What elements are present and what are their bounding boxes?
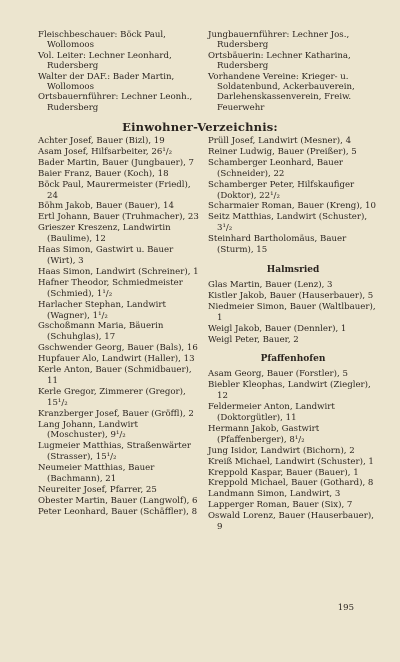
resident-entry: Lapperger Roman, Bauer (Six), 7 [208, 500, 353, 511]
resident-entry: Prüll Josef, Landwirt (Mesner), 4 [208, 136, 352, 146]
resident-entry: Hafner Theodor, Schmiedmeister (Schmied), 1¹/₂ [38, 277, 183, 299]
resident-entry: Schamberger Leonhard, Bauer (Schneider), 22 [208, 157, 344, 179]
resident-entry: Haas Simon, Gastwirt u. Bauer (Wirt), 3 [38, 245, 174, 266]
resident-entry: Kistler Jakob, Bauer (Hauserbauer), 5 [208, 290, 374, 301]
resident-entry: Glas Martin, Bauer (Lenz), 3 [208, 279, 333, 290]
resident-entry: Landmann Simon, Landwirt, 3 [208, 489, 341, 500]
resident-entry: Niedmeier Simon, Bauer (Waltlbauer), 1 [208, 301, 376, 323]
resident-entry: Kreppold Kaspar, Bauer (Bauer), 1 [208, 467, 359, 478]
resident-entry: Kerle Gregor, Zimmerer (Gregor), 15¹/₂ [38, 386, 186, 408]
resident-entry: Steinhard Bartholomäus, Bauer (Sturm), 15 [208, 234, 347, 256]
resident-entry: Kranzberger Josef, Bauer (Gröffl), 2 [38, 408, 194, 419]
official-entry: Jungbauernführer: Lechner Jos., Rudersberg [208, 30, 350, 51]
resident-entry: Hupfauer Alo, Landwirt (Haller), 13 [38, 354, 195, 365]
resident-entry: Schamberger Peter, Hilfskaufiger (Doktor), 22¹/₂ [208, 179, 355, 201]
resident-entry: Neureiter Josef, Pfarrer, 25 [38, 485, 157, 495]
section-heading-halmsried: Halmsried [266, 264, 320, 275]
official-entry: Vol. Leiter: Lechner Leonhard, Rudersberg [38, 50, 172, 72]
resident-entry: Haas Simon, Landwirt (Schreiner), 1 [38, 266, 199, 277]
resident-entry: Baier Franz, Bauer (Koch), 18 [38, 168, 169, 179]
official-entry: Fleischbeschauer: Böck Paul, Wollomoos [38, 30, 166, 51]
resident-entry: Jung Isidor, Landwirt (Bichorn), 2 [208, 445, 355, 456]
resident-entry: Böck Paul, Maurermeister (Friedl), 24 [38, 179, 191, 201]
resident-entry: Gschwender Georg, Bauer (Bals), 16 [38, 343, 198, 354]
resident-entry: Asam Georg, Bauer (Forstler), 5 [208, 369, 348, 380]
resident-entry: Reiner Ludwig, Bauer (Preißer), 5 [208, 146, 357, 157]
official-entry: Walter der DAF.: Bader Martin, Wollomoos [38, 71, 175, 93]
officials-left-column [38, 30, 200, 113]
resident-entry: Peter Leonhard, Bauer (Schäffler), 8 [38, 506, 198, 517]
resident-entry: Weigl Jakob, Bauer (Dennler), 1 [208, 323, 347, 334]
section-heading-pfaffenhofen: Pfaffenhofen [260, 354, 326, 365]
official-entry: Ortsbauernführer: Lechner Leonh., Rudersberg [38, 92, 193, 113]
resident-entry: Feldermeier Anton, Landwirt (Doktorgütler), 11 [208, 402, 335, 424]
resident-entry: Böhm Jakob, Bauer (Bauer), 14 [38, 201, 174, 212]
resident-entry: Asam Josef, Hilfsarbeiter, 26¹/₂ [38, 146, 173, 157]
resident-entry: Biebler Kleophas, Landwirt (Ziegler), 12 [208, 380, 371, 402]
resident-entry: Grieszer Kreszenz, Landwirtin (Baulime), 12 [38, 223, 171, 245]
resident-entry: Kreiß Michael, Landwirt (Schuster), 1 [208, 456, 374, 467]
resident-entry: Harlacher Stephan, Landwirt (Wagner), 1¹/₂ [38, 299, 166, 321]
resident-entry: Scharmaier Roman, Bauer (Kreng), 10 [208, 201, 376, 212]
residents-left-column [38, 136, 200, 518]
resident-entry: Gschoßmann Maria, Bäuerin (Schuhglas), 17 [38, 321, 164, 343]
officials-right-column [208, 30, 378, 113]
resident-entry: Weigl Peter, Bauer, 2 [208, 334, 299, 345]
resident-entry: Ertl Johann, Bauer (Truhmacher), 23 [38, 212, 199, 223]
resident-entry: Oswald Lorenz, Bauer (Hauserbauer), 9 [208, 511, 374, 533]
residents-right-column [208, 136, 378, 533]
resident-entry: Kreppold Michael, Bauer (Gothard), 8 [208, 478, 374, 489]
resident-entry: Seitz Matthias, Landwirt (Schuster), 3¹/₂ [208, 212, 368, 234]
resident-entry: Lang Johann, Landwirt (Moschuster), 9¹/₂ [38, 419, 138, 441]
resident-entry: Hermann Jakob, Gastwirt (Pfaffenberger), 8¹/₂ [208, 423, 320, 445]
resident-entry: Neumeier Matthias, Bauer (Bachmann), 21 [38, 463, 155, 485]
official-entry: Vorhandene Vereine: Krieger- u. Soldatenbund, Ackerbauverein, Darlehenskassenverein, Freiw. Feuerwehr [208, 71, 355, 113]
official-entry: Ortsbäuerin: Lechner Katharina, Rudersberg [208, 50, 351, 72]
resident-entry: Achter Josef, Bauer (Bizl), 19 [38, 136, 165, 146]
resident-entry: Obester Martin, Bauer (Langwolf), 6 [38, 495, 198, 506]
page-number: 195 [337, 603, 354, 613]
resident-entry: Lugmeier Matthias, Straßenwärter (Strasser), 15¹/₂ [38, 441, 191, 463]
residents-directory-heading: Einwohner-Verzeichnis: [122, 120, 278, 134]
resident-entry: Bader Martin, Bauer (Jungbauer), 7 [38, 157, 195, 168]
resident-entry: Kerle Anton, Bauer (Schmidbauer), 11 [38, 365, 192, 386]
